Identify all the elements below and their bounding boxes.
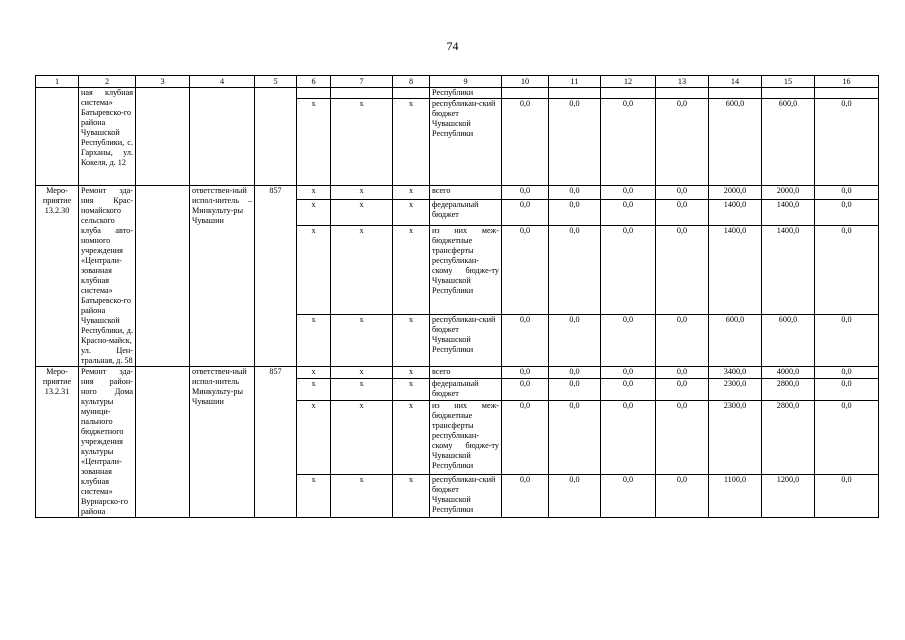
value-cell: 0,0 — [549, 315, 601, 367]
executor-cell: ответствен-ный испол-нитель – Минкульту-ры Чувашии — [190, 186, 255, 367]
event-label-cell: Меро-приятие 13.2.31 — [36, 367, 79, 518]
code-cell: 857 — [255, 186, 297, 367]
value-cell: 4000,0 — [762, 367, 815, 379]
table-cell: х — [331, 474, 393, 517]
value-cell: 0,0 — [815, 474, 879, 517]
column-header: 6 — [297, 76, 331, 88]
value-cell: 0,0 — [549, 186, 601, 200]
column-header: 16 — [815, 76, 879, 88]
value-cell: 0,0 — [815, 99, 879, 186]
value-cell: 1400,0 — [762, 226, 815, 315]
value-cell: 0,0 — [601, 367, 656, 379]
value-cell — [762, 88, 815, 99]
value-cell: 1200,0 — [762, 474, 815, 517]
table-cell — [297, 88, 331, 99]
table-cell: х — [297, 199, 331, 225]
table-cell: х — [331, 226, 393, 315]
table-cell: х — [393, 474, 430, 517]
value-cell: 0,0 — [601, 400, 656, 474]
empty-cell — [136, 88, 190, 186]
value-cell: 0,0 — [601, 226, 656, 315]
table-cell: х — [297, 378, 331, 400]
table-cell: х — [393, 367, 430, 379]
column-header: 14 — [709, 76, 762, 88]
value-cell — [656, 88, 709, 99]
column-header: 7 — [331, 76, 393, 88]
value-cell: 600,0 — [709, 99, 762, 186]
column-header: 15 — [762, 76, 815, 88]
value-cell: 0,0 — [815, 400, 879, 474]
value-cell: 0,0 — [502, 315, 549, 367]
table-cell: х — [331, 400, 393, 474]
funding-source-cell: всего — [430, 186, 502, 200]
funding-source-cell: всего — [430, 367, 502, 379]
value-cell: 0,0 — [502, 186, 549, 200]
table-cell: х — [297, 367, 331, 379]
value-cell: 0,0 — [656, 186, 709, 200]
funding-source-cell: федеральный бюджет — [430, 199, 502, 225]
value-cell: 1100,0 — [709, 474, 762, 517]
value-cell: 2800,0 — [762, 378, 815, 400]
value-cell: 0,0 — [656, 367, 709, 379]
funding-source-cell: из них меж-бюджетные трансферты республикан-скому бюдже-ту Чувашской Республики — [430, 400, 502, 474]
value-cell: 0,0 — [601, 199, 656, 225]
value-cell — [815, 88, 879, 99]
value-cell: 0,0 — [656, 378, 709, 400]
value-cell: 0,0 — [656, 199, 709, 225]
value-cell: 0,0 — [549, 474, 601, 517]
value-cell: 0,0 — [549, 367, 601, 379]
value-cell — [502, 88, 549, 99]
value-cell: 0,0 — [601, 474, 656, 517]
table-cell: х — [331, 378, 393, 400]
funding-source-cell: федеральный бюджет — [430, 378, 502, 400]
table-cell: х — [393, 186, 430, 200]
table-cell: х — [297, 400, 331, 474]
value-cell: 0,0 — [502, 400, 549, 474]
table-cell: х — [393, 226, 430, 315]
value-cell: 0,0 — [502, 199, 549, 225]
empty-cell — [136, 186, 190, 367]
table-cell: х — [331, 367, 393, 379]
funding-source-cell: республикан-ский бюджет Чувашской Республики — [430, 99, 502, 186]
column-header: 1 — [36, 76, 79, 88]
column-header-row — [36, 76, 879, 88]
executor-cell: ответствен-ный испол-нитель Минкульту-ры Чувашии — [190, 367, 255, 518]
table-cell: х — [393, 315, 430, 367]
value-cell: 2300,0 — [709, 378, 762, 400]
value-cell: 0,0 — [601, 186, 656, 200]
value-cell: 0,0 — [656, 474, 709, 517]
value-cell: 0,0 — [549, 226, 601, 315]
value-cell: 0,0 — [502, 474, 549, 517]
table-cell: х — [297, 474, 331, 517]
table-row — [36, 88, 879, 99]
funding-source-cell: республикан-ский бюджет Чувашской Республики — [430, 315, 502, 367]
value-cell: 0,0 — [815, 226, 879, 315]
table-cell: х — [297, 315, 331, 367]
table-cell: х — [331, 199, 393, 225]
table-cell: х — [393, 99, 430, 186]
table-cell: х — [393, 199, 430, 225]
value-cell: 0,0 — [815, 367, 879, 379]
value-cell: 3400,0 — [709, 367, 762, 379]
value-cell — [601, 88, 656, 99]
value-cell: 0,0 — [656, 400, 709, 474]
column-header: 3 — [136, 76, 190, 88]
table-cell — [393, 88, 430, 99]
code-cell: 857 — [255, 367, 297, 518]
value-cell — [709, 88, 762, 99]
value-cell: 0,0 — [815, 186, 879, 200]
value-cell: 2000,0 — [709, 186, 762, 200]
value-cell: 0,0 — [601, 378, 656, 400]
value-cell: 0,0 — [502, 99, 549, 186]
value-cell: 0,0 — [502, 226, 549, 315]
value-cell: 1400,0 — [709, 226, 762, 315]
column-header: 2 — [79, 76, 136, 88]
event-name-cell: Ремонт зда-ния район-ного Дома культуры муници-пального бюджетного учреждения культуры «Централи-зованная клубная система» Вурнарско-го района — [79, 367, 136, 518]
value-cell: 2000,0 — [762, 186, 815, 200]
funding-source-cell: Республики — [430, 88, 502, 99]
value-cell: 0,0 — [549, 400, 601, 474]
value-cell: 600,0 — [709, 315, 762, 367]
table-cell: х — [297, 186, 331, 200]
table-row — [36, 186, 879, 200]
value-cell: 0,0 — [502, 367, 549, 379]
event-label-cell — [36, 88, 79, 186]
code-cell — [255, 88, 297, 186]
column-header: 10 — [502, 76, 549, 88]
value-cell: 1400,0 — [762, 199, 815, 225]
value-cell: 1400,0 — [709, 199, 762, 225]
column-header: 12 — [601, 76, 656, 88]
value-cell: 2800,0 — [762, 400, 815, 474]
column-header: 11 — [549, 76, 601, 88]
value-cell: 0,0 — [656, 315, 709, 367]
column-header: 13 — [656, 76, 709, 88]
empty-cell — [136, 367, 190, 518]
column-header: 9 — [430, 76, 502, 88]
funding-source-cell: республикан-ский бюджет Чувашской Республики — [430, 474, 502, 517]
event-name-cell: ная клубная система» Батыревско-го района Чувашской Республики, с. Гарханы, ул. Кокеля, д. 12 — [79, 88, 136, 186]
event-name-cell: Ремонт зда-ния Крас-номайского сельского клуба авто-номного учреждения «Централи-зованная клубная система» Батыревско-го района Чувашской Республики, д. Красно-майск, ул. Цен-тральная, д. 58 — [79, 186, 136, 367]
table-cell: х — [393, 400, 430, 474]
column-header: 8 — [393, 76, 430, 88]
value-cell: 0,0 — [656, 226, 709, 315]
executor-cell — [190, 88, 255, 186]
value-cell: 0,0 — [815, 199, 879, 225]
table-cell: х — [331, 186, 393, 200]
value-cell: 0,0 — [549, 99, 601, 186]
table-cell: х — [331, 315, 393, 367]
value-cell: 2300,0 — [709, 400, 762, 474]
table-cell: х — [331, 99, 393, 186]
value-cell: 0,0 — [815, 378, 879, 400]
value-cell: 600,0 — [762, 315, 815, 367]
value-cell: 0,0 — [549, 378, 601, 400]
value-cell — [549, 88, 601, 99]
funding-source-cell: из них меж-бюджетные трансферты республикан-скому бюдже-ту Чувашской Республики — [430, 226, 502, 315]
page-number: 74 — [446, 39, 459, 53]
table-cell: х — [297, 226, 331, 315]
column-header: 4 — [190, 76, 255, 88]
value-cell: 0,0 — [656, 99, 709, 186]
value-cell: 0,0 — [502, 378, 549, 400]
budget-table — [35, 75, 879, 518]
value-cell: 600,0 — [762, 99, 815, 186]
value-cell: 0,0 — [601, 99, 656, 186]
event-label-cell: Меро-приятие 13.2.30 — [36, 186, 79, 367]
table-row — [36, 367, 879, 379]
table-cell — [331, 88, 393, 99]
value-cell: 0,0 — [549, 199, 601, 225]
table-cell: х — [297, 99, 331, 186]
column-header: 5 — [255, 76, 297, 88]
value-cell: 0,0 — [815, 315, 879, 367]
table-cell: х — [393, 378, 430, 400]
value-cell: 0,0 — [601, 315, 656, 367]
